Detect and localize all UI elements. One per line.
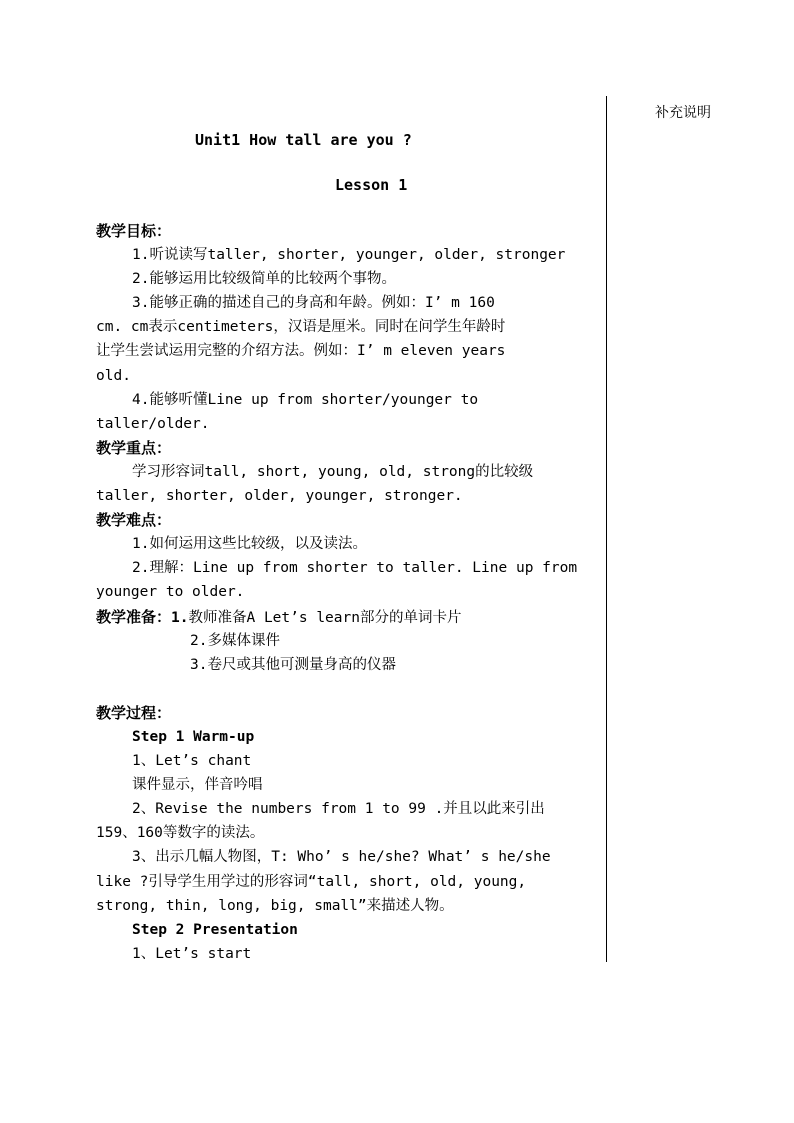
objective-line: taller/older.: [96, 415, 210, 432]
objective-line: 让学生尝试运用完整的介绍方法。例如：I’ m eleven years: [96, 343, 506, 360]
lesson-title: Lesson 1: [335, 176, 408, 194]
difficulties-heading: 教学难点：: [96, 511, 172, 530]
preparation-line: [96, 605, 603, 629]
document-body: [96, 219, 603, 966]
step1-line: 课件显示，伴音吟唱: [132, 777, 263, 794]
difficulty-line: younger to older.: [96, 584, 245, 601]
preparation-heading: 教学准备：: [96, 607, 172, 626]
step1-line: 3、出示几幅人物图，T: Who’ s he/she? What’ s he/she: [132, 849, 551, 866]
step1-line: 159、160等数字的读法。: [96, 825, 265, 842]
step2-line: 1、Let’s start: [132, 945, 252, 962]
objective-line: cm. cm表示centimeters，汉语是厘米。同时在问学生年龄时: [96, 319, 506, 336]
objective-line: 1.听说读写taller, shorter, younger, older, stronger: [132, 247, 566, 264]
difficulty-line: 1.如何运用这些比较级，以及读法。: [132, 536, 367, 553]
preparation-line: 2.多媒体课件: [190, 632, 280, 649]
preparation-number: 1.: [171, 609, 189, 626]
sidebar-title: 补充说明: [655, 105, 711, 121]
preparation-text: 教师准备A Let’s learn部分的单词卡片: [188, 609, 462, 626]
spacer: [96, 677, 603, 701]
objective-line: 3.能够正确的描述自己的身高和年龄。例如：I’ m 160: [132, 295, 495, 312]
objective-line: old.: [96, 367, 131, 384]
key-point-line: 学习形容词tall, short, young, old, strong的比较级: [132, 463, 534, 480]
key-point-line: taller, shorter, older, younger, stronger.: [96, 488, 463, 505]
objectives-heading: 教学目标：: [96, 222, 172, 240]
document-title: Unit1 How tall are you ?: [195, 131, 412, 149]
step2-title: Step 2 Presentation: [132, 921, 298, 938]
step1-line: 2、Revise the numbers from 1 to 99 .并且以此来引出: [132, 801, 545, 818]
step1-line: 1、Let’s chant: [132, 753, 252, 770]
step1-line: strong, thin, long, big, small”来描述人物。: [96, 897, 454, 914]
column-divider: [606, 96, 607, 962]
key-points-heading: 教学重点：: [96, 438, 172, 457]
step1-line: like ?引导学生用学过的形容词“tall, short, old, young,: [96, 873, 527, 890]
preparation-line: 3.卷尺或其他可测量身高的仪器: [190, 656, 396, 673]
objective-line: 2.能够运用比较级简单的比较两个事物。: [132, 271, 396, 288]
process-heading: 教学过程：: [96, 703, 172, 722]
objective-line: 4.能够听懂Line up from shorter/younger to: [132, 391, 479, 408]
difficulty-line: 2.理解：Line up from shorter to taller. Line up from: [132, 560, 578, 577]
step1-title: Step 1 Warm-up: [132, 728, 255, 745]
